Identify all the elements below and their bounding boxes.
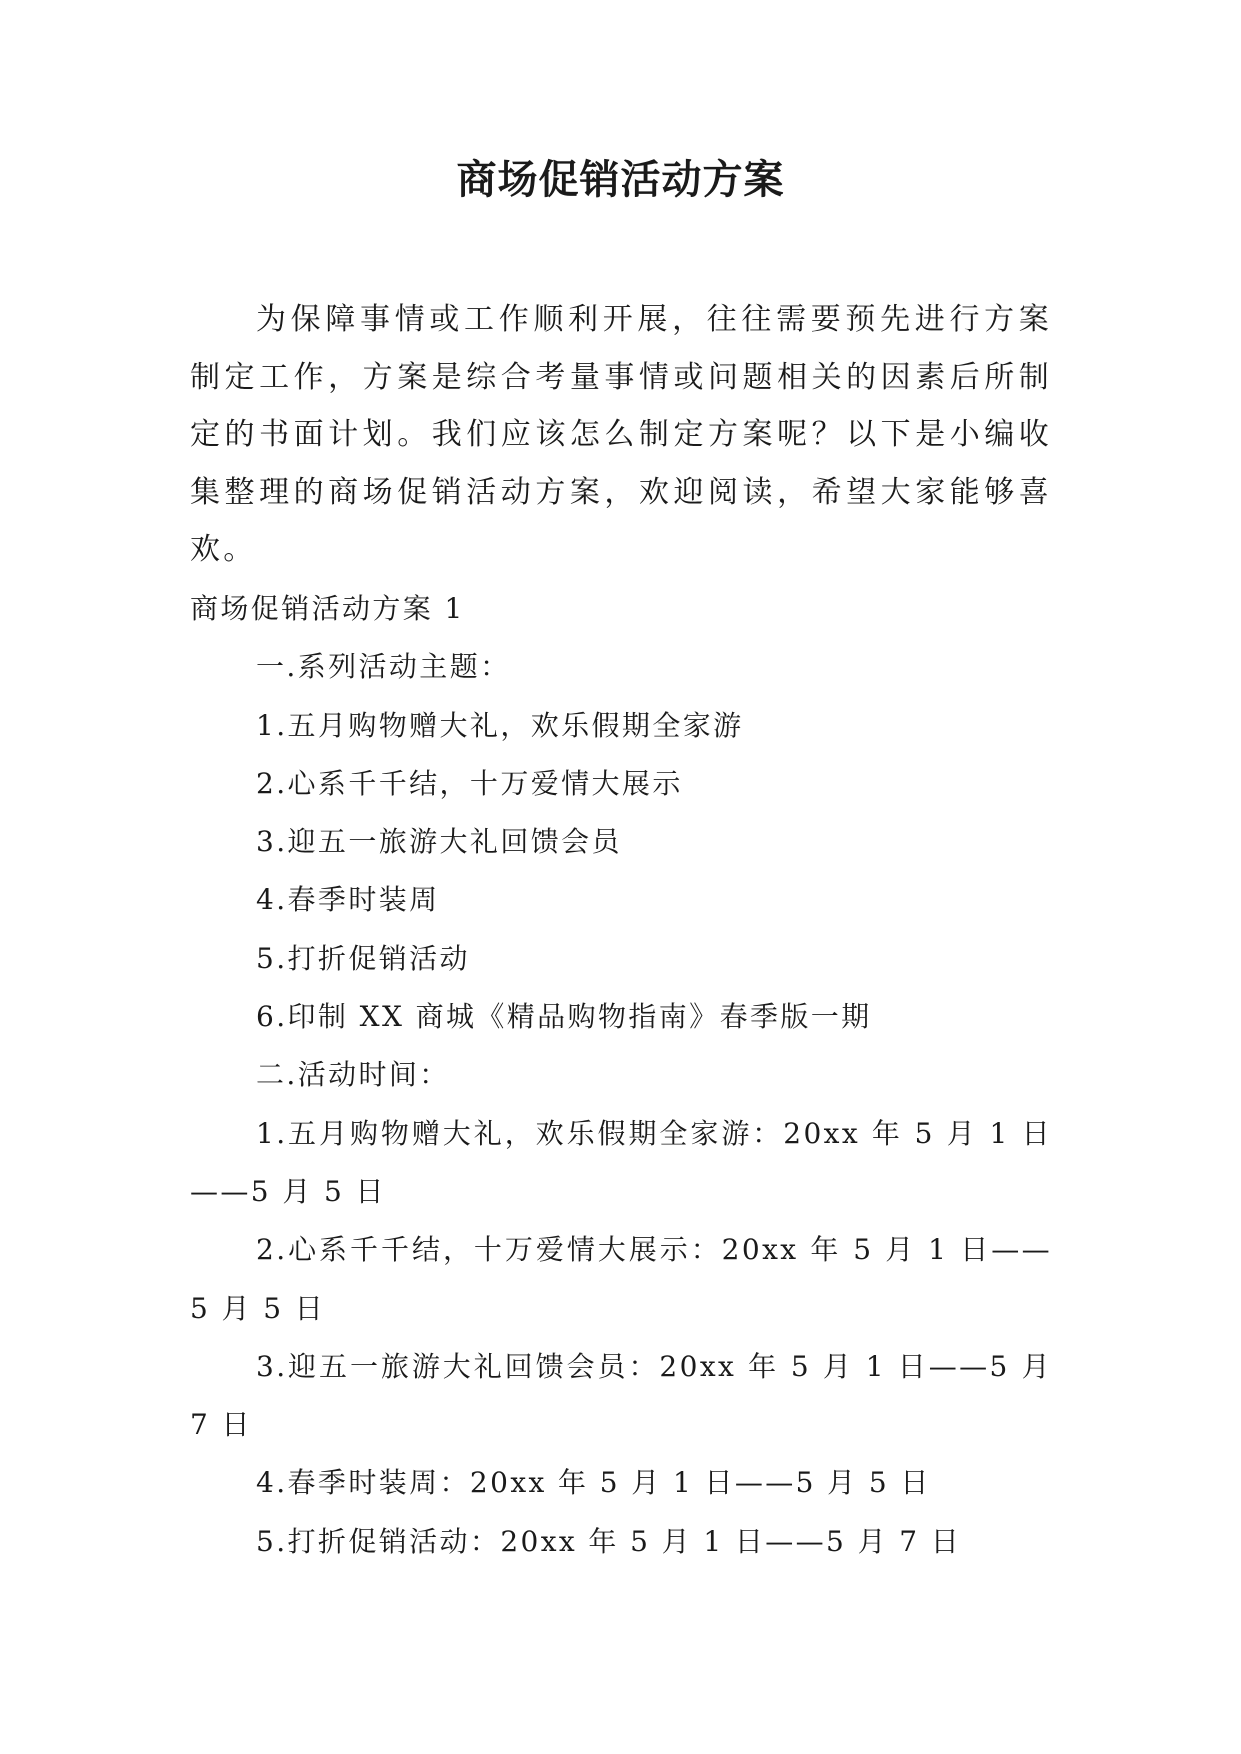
theme-item: 1.五月购物赠大礼，欢乐假期全家游 [256,708,744,742]
schedule-item: 2.心系千千结，十万爱情大展示：20xx 年 5 月 1 日——5 月 5 日 [190,1233,1052,1325]
theme-item: 6.印制 XX 商城《精品购物指南》春季版一期 [256,1000,872,1034]
schedule-item: 5.打折促销活动：20xx 年 5 月 1 日——5 月 7 日 [256,1524,962,1558]
theme-item: 4.春季时装周 [256,883,440,917]
theme-item: 2.心系千千结，十万爱情大展示 [256,766,683,800]
intro-paragraph: 为保障事情或工作顺利开展，往往需要预先进行方案制定工作，方案是综合考量事情或问题相关的因素后所制定的书面计划。我们应该怎么制定方案呢？以下是小编收集整理的商场促销活动方案，欢迎阅读，希望大家能够喜欢。 [190,302,1052,567]
theme-item: 5.打折促销活动 [256,941,470,975]
document-title: 商场促销活动方案 [456,157,785,203]
part2-heading: 二.活动时间： [256,1058,450,1092]
theme-item: 3.迎五一旅游大礼回馈会员 [256,825,622,859]
section-heading: 商场促销活动方案 1 [190,592,465,625]
schedule-item: 1.五月购物赠大礼，欢乐假期全家游：20xx 年 5 月 1 日——5 月 5 日 [190,1116,1052,1208]
schedule-item: 4.春季时装周：20xx 年 5 月 1 日——5 月 5 日 [256,1466,931,1500]
document-body [190,580,1052,1571]
part1-heading: 一.系列活动主题： [256,650,511,684]
schedule-item: 3.迎五一旅游大礼回馈会员：20xx 年 5 月 1 日——5 月 7 日 [190,1349,1052,1442]
